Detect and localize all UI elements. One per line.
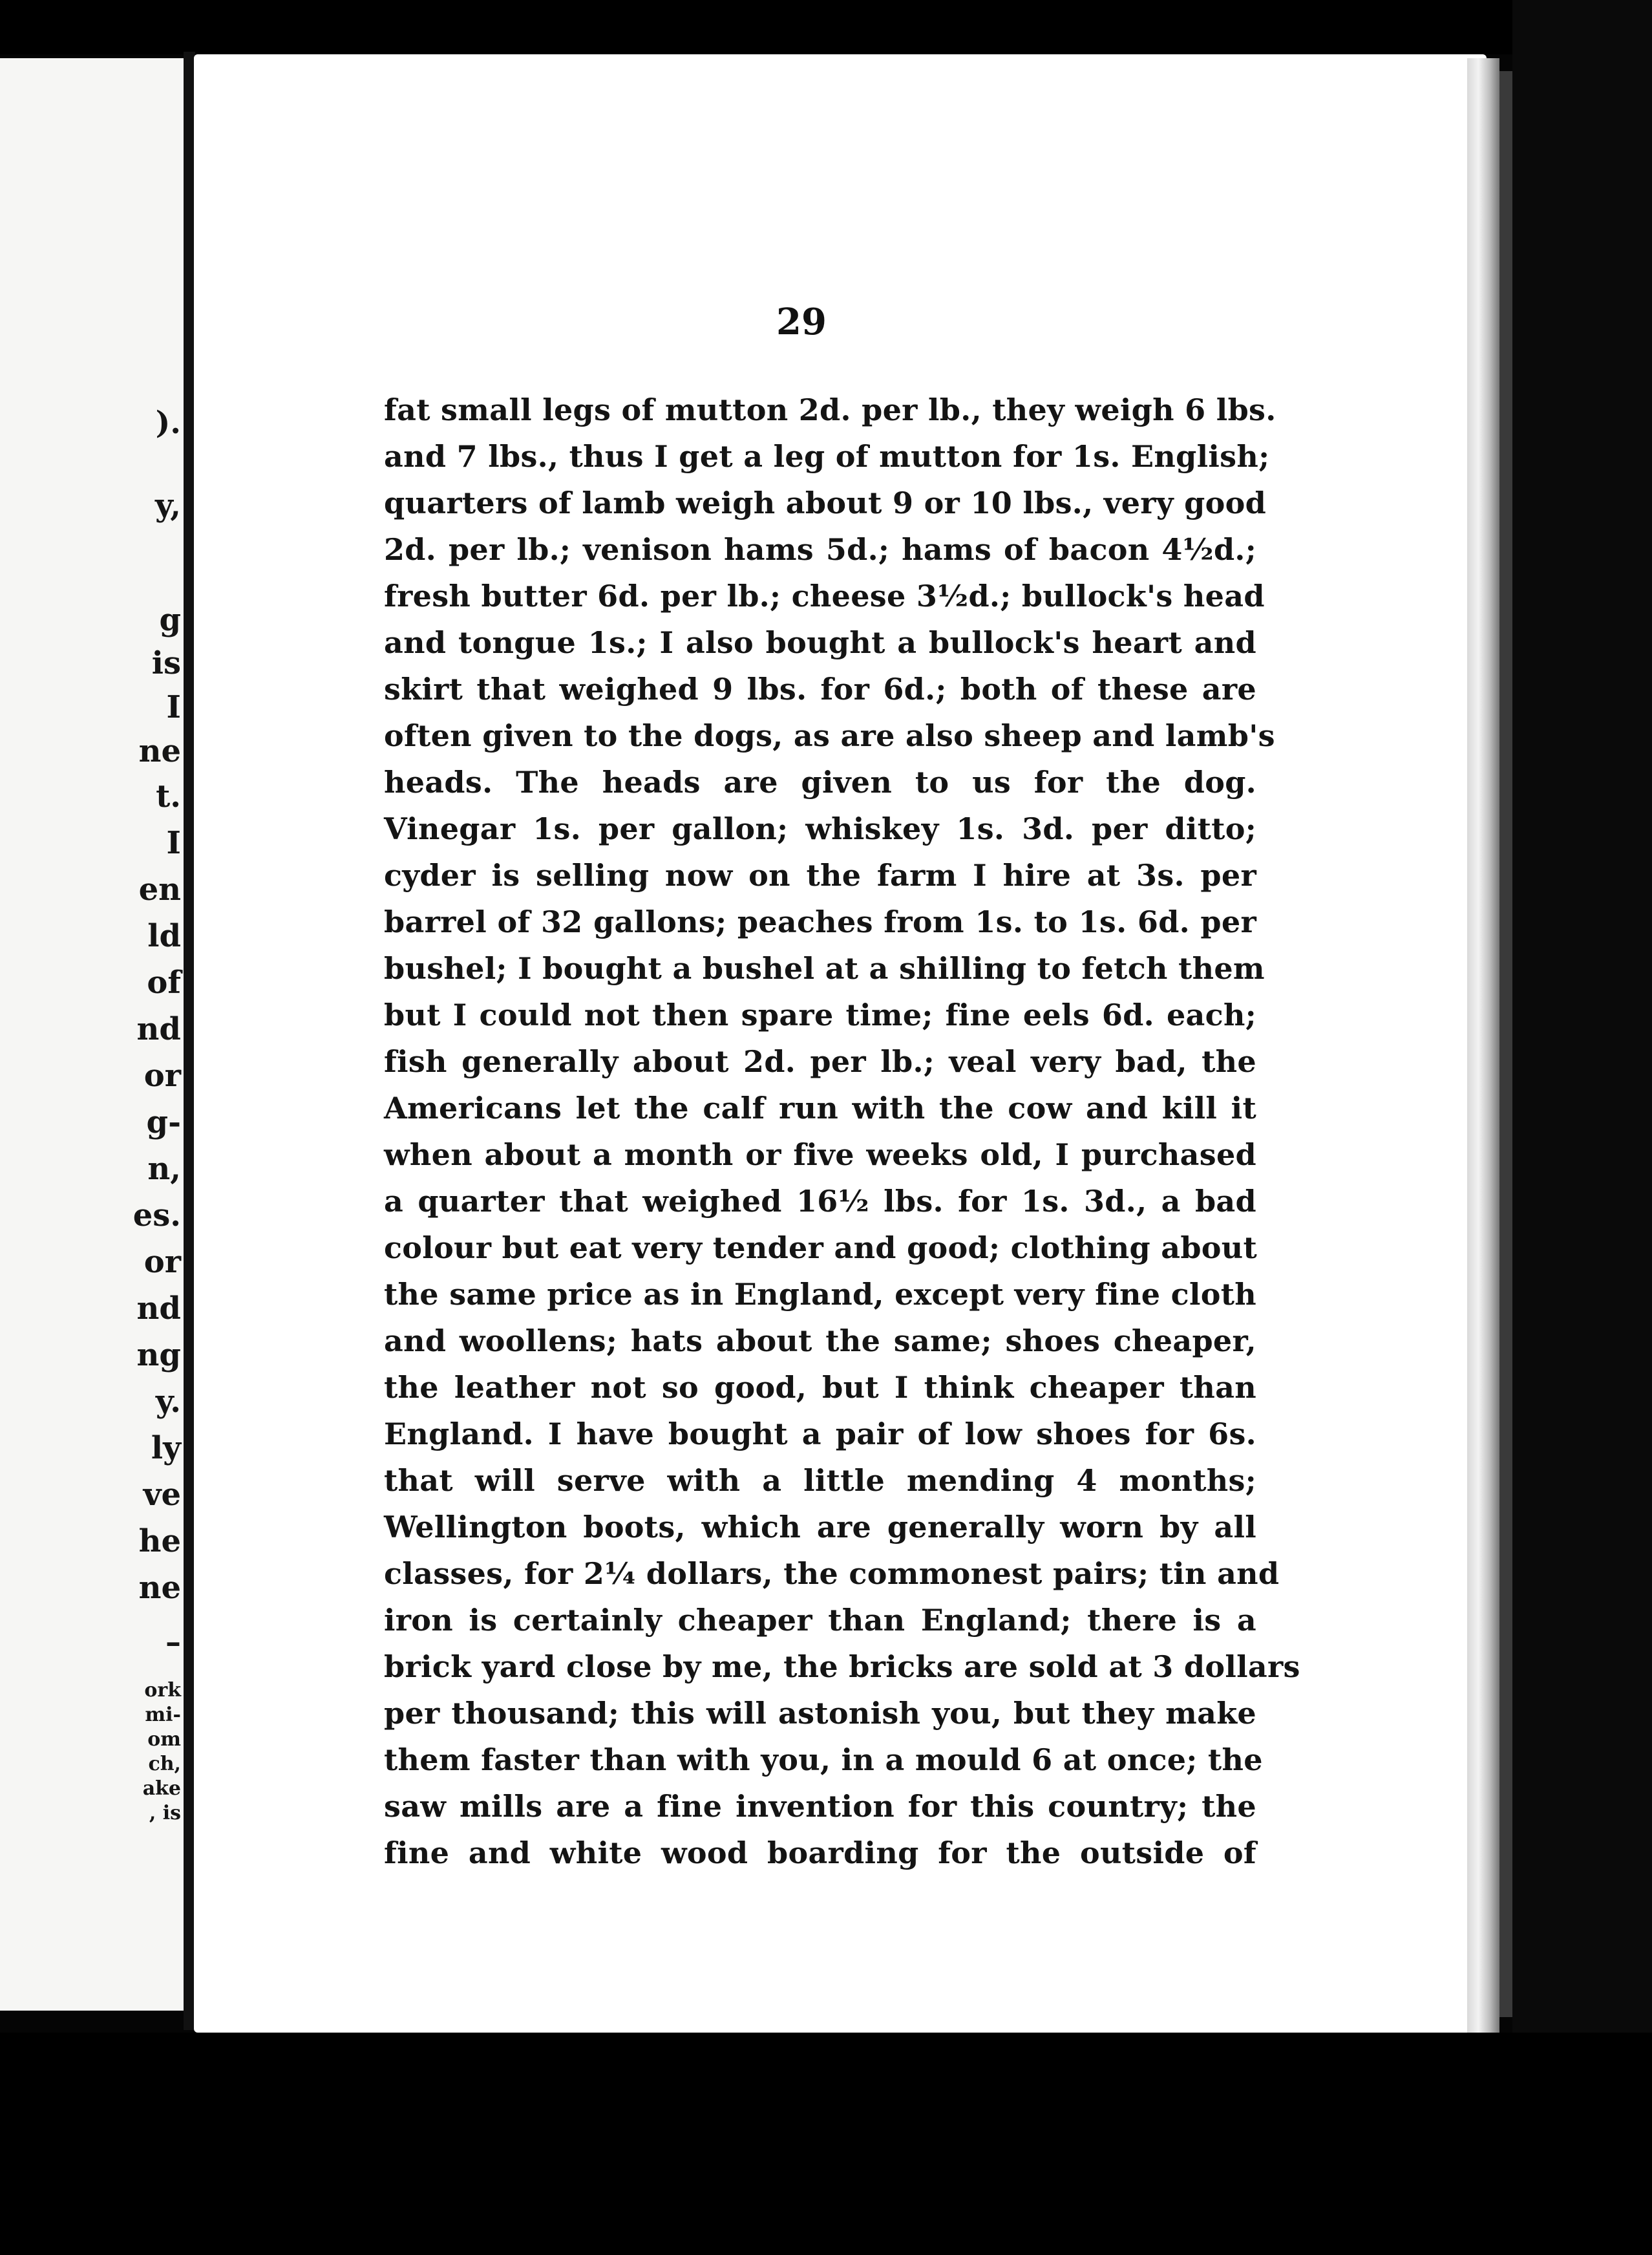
left-fragment: t. <box>156 778 181 815</box>
left-fragment: ld <box>147 918 181 954</box>
text-line: saw mills are a fine invention for this country; the <box>384 1789 1256 1824</box>
left-fragment: y. <box>155 1384 181 1420</box>
left-fragment: nd <box>136 1290 181 1327</box>
text-line: and 7 lbs., thus I get a leg of mutton for 1s. English; <box>384 439 1270 474</box>
scan-top-border <box>0 0 1652 54</box>
text-line: heads. The heads are given to us for the dog. <box>384 765 1256 800</box>
left-footnote-fragment: om <box>147 1728 181 1751</box>
text-line: Vinegar 1s. per gallon; whiskey 1s. 3d. per ditto; <box>384 811 1256 846</box>
left-fragment: is <box>151 645 181 681</box>
left-fragment: ng <box>136 1337 181 1373</box>
text-line: classes, for 2¼ dollars, the commonest pairs; tin and <box>384 1556 1280 1591</box>
text-line: but I could not then spare time; fine eels 6d. each; <box>384 998 1256 1032</box>
left-fragment: ). <box>155 405 181 441</box>
text-line: often given to the dogs, as are also sheep and lamb's <box>384 718 1275 753</box>
text-line: bushel; I bought a bushel at a shilling to fetch them <box>384 951 1265 986</box>
text-line: brick yard close by me, the bricks are sold at 3 dollars <box>384 1649 1300 1684</box>
left-fragment: ne <box>138 733 181 769</box>
text-line: 2d. per lb.; venison hams 5d.; hams of bacon 4½d.; <box>384 532 1256 567</box>
left-fragment: en <box>138 871 181 908</box>
left-fragment: nd <box>136 1011 181 1047</box>
text-line: colour but eat very tender and good; clothing about <box>384 1230 1258 1265</box>
left-footnote-fragment: ch, <box>148 1753 181 1775</box>
left-facing-page <box>0 58 187 2011</box>
text-line: per thousand; this will astonish you, but they make <box>384 1696 1256 1731</box>
left-fragment: ne <box>138 1570 181 1606</box>
left-footnote-fragment: ork <box>144 1679 181 1702</box>
left-fragment: – <box>165 1624 181 1660</box>
left-fragment: or <box>143 1058 181 1094</box>
left-fragment: I <box>166 689 181 725</box>
text-line: the leather not so good, but I think cheaper than <box>384 1370 1256 1405</box>
scan-right-border <box>1512 0 1652 2255</box>
left-fragment: g- <box>146 1104 181 1140</box>
left-fragment: or <box>143 1244 181 1280</box>
left-fragment: he <box>138 1523 181 1559</box>
page-number: 29 <box>776 301 827 343</box>
left-fragment: n, <box>147 1151 181 1187</box>
left-fragment: g <box>159 602 181 638</box>
text-line: iron is certainly cheaper than England; there is a <box>384 1603 1256 1638</box>
left-fragment: y, <box>154 487 181 524</box>
text-line: Americans let the calf run with the cow and kill it <box>384 1091 1256 1126</box>
text-line: skirt that weighed 9 lbs. for 6d.; both of these are <box>384 672 1256 707</box>
left-footnote-fragment: mi- <box>145 1704 181 1726</box>
text-line: barrel of 32 gallons; peaches from 1s. to 1s. 6d. per <box>384 904 1256 939</box>
text-line: and tongue 1s.; I also bought a bullock's heart and <box>384 625 1256 660</box>
left-fragment: of <box>147 965 181 1001</box>
left-fragment: ve <box>143 1477 181 1513</box>
page-edge-shadow <box>1467 58 1499 2036</box>
left-fragment: es. <box>132 1197 181 1234</box>
text-line: and woollens; hats about the same; shoes cheaper, <box>384 1323 1256 1358</box>
page-body-text <box>384 387 1300 1876</box>
text-line: fine and white wood boarding for the outside of <box>384 1835 1256 1870</box>
scan-bottom-border <box>0 2033 1652 2255</box>
text-line: quarters of lamb weigh about 9 or 10 lbs., very good <box>384 486 1267 520</box>
left-footnote-fragment: , is <box>149 1802 181 1824</box>
text-line: them faster than with you, in a mould 6 at once; the <box>384 1742 1263 1777</box>
text-line: when about a month or five weeks old, I purchased <box>384 1137 1256 1172</box>
left-fragment: I <box>166 825 181 861</box>
left-fragment: ly <box>151 1430 181 1466</box>
text-line: fat small legs of mutton 2d. per lb., they weigh 6 lbs. <box>384 392 1276 427</box>
page-stack-edge <box>1499 71 1512 2017</box>
text-line: fresh butter 6d. per lb.; cheese 3½d.; bullock's head <box>384 579 1265 614</box>
text-line: that will serve with a little mending 4 months; <box>384 1463 1256 1498</box>
text-line: a quarter that weighed 16½ lbs. for 1s. 3d., a bad <box>384 1184 1256 1219</box>
text-line: cyder is selling now on the farm I hire at 3s. per <box>384 858 1256 893</box>
text-line: the same price as in England, except very fine cloth <box>384 1277 1256 1312</box>
text-line: fish generally about 2d. per lb.; veal very bad, the <box>384 1044 1256 1079</box>
text-line: England. I have bought a pair of low shoes for 6s. <box>384 1416 1256 1451</box>
left-footnote-fragment: ake <box>142 1777 181 1800</box>
text-line: Wellington boots, which are generally worn by all <box>384 1510 1256 1544</box>
